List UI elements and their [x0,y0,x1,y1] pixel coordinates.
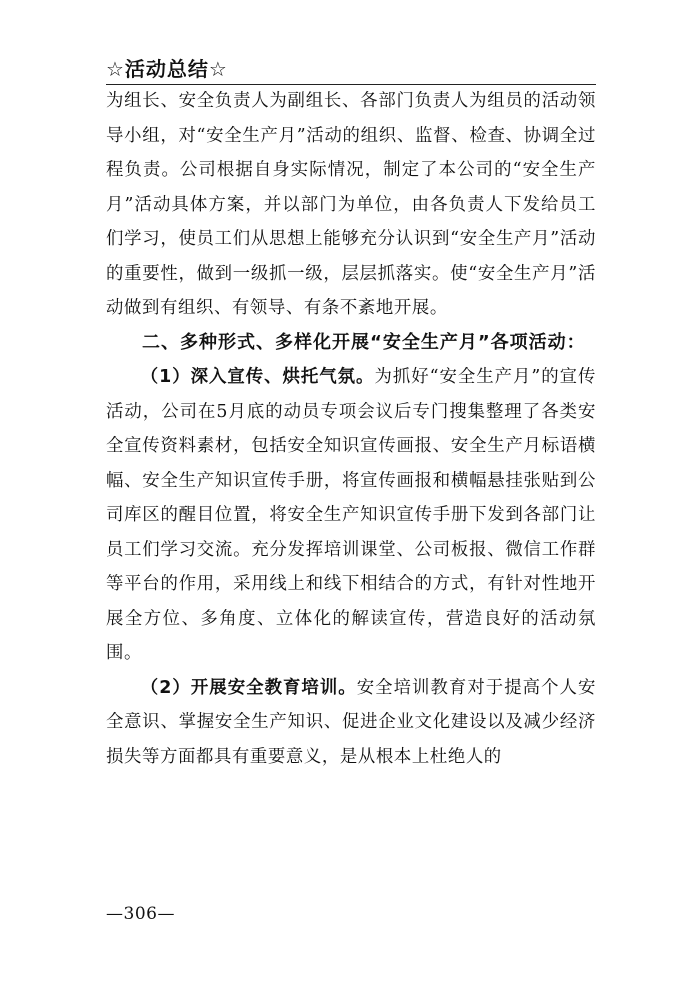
paragraph-item-2 [106,671,596,775]
item-2-text: 安全培训教育对于提高个人安全意识、掌握安全生产知识、促进企业文化建设以及减少经济损失等方面都具有重要意义，是从根本上杜绝人的 [106,677,596,767]
paragraph-leadership-group: 为组长、安全负责人为副组长、各部门负责人为组员的活动领导小组，对“安全生产月”活动的组织、监督、检查、协调全过程负责。公司根据自身实际情况，制定了本公司的“安全生产月”活动具体方案，并以部门为单位，由各负责人下发给员工们学习，使员工们从思想上能够充分认识到“安全生产月”活动的重要性，做到一级抓一级，层层抓落实。使“安全生产月”活动做到有组织、有领导、有条不紊地开展。 [106,91,596,318]
page-number: —306— [106,904,175,924]
item-2-heading: （2）开展安全教育培训。 [140,677,357,698]
page-header [106,56,596,85]
item-1-heading: （1）深入宣传、烘托气氛。 [140,367,375,387]
header-title: ☆活动总结☆ [106,57,228,81]
item-1-text: 为抓好“安全生产月”的宣传活动，公司在5月底的动员专项会议后专门搜集整理了各类安全宣传资料素材，包括安全知识宣传画报、安全生产月标语横幅、安全生产知识宣传手册，将宣传画报和横幅悬挂张贴到公司库区的醒目位置，将安全生产知识宣传手册下发到各部门让员工们学习交流。充分发挥培训课堂、公司板报、微信工作群等平台的作用，采用线上和线下相结合的方式，有针对性地开展全方位、多角度、立体化的解读宣传，营造良好的活动氛围。 [106,367,596,663]
paragraph-item-1 [106,360,596,671]
document-body [106,84,596,774]
section-heading-2: 二、多种形式、多样化开展“安全生产月”各项活动： [142,331,586,353]
